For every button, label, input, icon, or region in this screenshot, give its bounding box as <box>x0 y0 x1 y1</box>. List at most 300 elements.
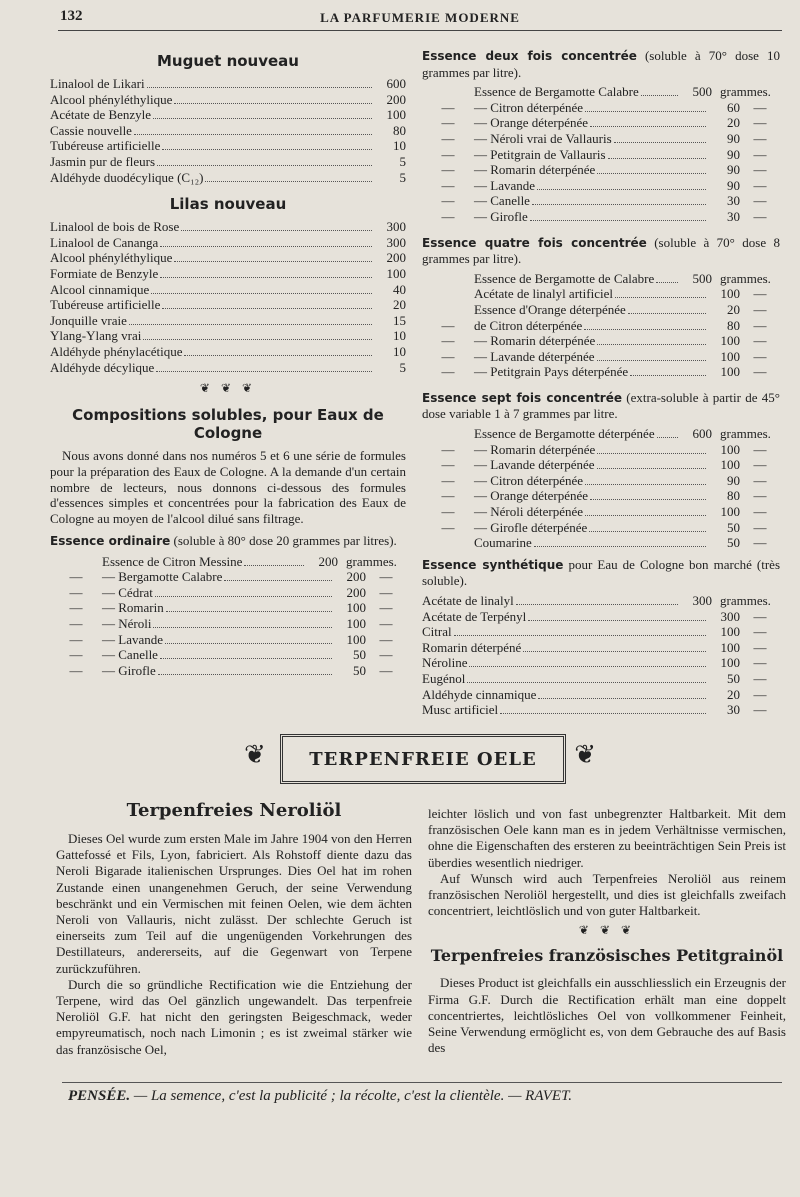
quatre-desc: (soluble à 70° dose 8 grammes par litre). <box>422 234 780 267</box>
ingredient-name: Essence de Bergamotte déterpénée <box>474 426 655 442</box>
ingredient-unit: — <box>753 686 767 702</box>
ingredient-name: Linalool de bois de Rose <box>50 219 180 235</box>
ingredient-qty: 200 <box>318 553 338 569</box>
leader-dots <box>469 666 706 667</box>
leader-dots <box>157 165 372 166</box>
leader-dots <box>589 531 706 532</box>
ingredient-qty: 90 <box>727 472 740 488</box>
ingredient-qty: 40 <box>393 281 406 297</box>
ingredient-qty: 80 <box>727 488 740 504</box>
formula-row <box>422 624 780 640</box>
leader-dots <box>590 126 706 127</box>
formula-row <box>50 123 406 139</box>
footer-text: — La semence, c'est la publicité ; la récolte, c'est la clientèle. — <box>130 1088 526 1104</box>
formula-row <box>50 632 406 648</box>
leader-dots <box>516 604 678 605</box>
leader-dots <box>181 230 372 231</box>
ingredient-qty: 100 <box>720 457 740 473</box>
formula-row <box>422 333 780 349</box>
ingredient-unit: — <box>753 441 767 457</box>
neroli-title: Terpenfreies Neroliöl <box>126 800 342 821</box>
formula-row <box>422 640 780 656</box>
leader-dots <box>162 149 372 150</box>
leader-dots <box>205 181 372 182</box>
leader-dots <box>184 355 372 356</box>
ingredient-name: — Girofle déterpénée <box>474 519 588 535</box>
formula-row <box>50 107 406 123</box>
row-prefix: — <box>441 348 455 364</box>
ingredient-qty: 300 <box>386 219 406 235</box>
leader-dots <box>160 277 372 278</box>
ingredient-qty: 200 <box>386 91 406 107</box>
formula-row <box>422 84 780 100</box>
leader-dots <box>165 643 332 644</box>
ingredient-qty: 200 <box>386 250 406 266</box>
ingredient-name: — Néroli déterpénée <box>474 504 584 520</box>
ingredient-qty: 15 <box>393 312 406 328</box>
ingredient-name: Alcool cinnamique <box>50 281 150 297</box>
deux-desc: (soluble à 70° dose 10 grammes par litre). <box>422 48 780 80</box>
ingredient-name: Ylang-Ylang vrai <box>50 328 142 344</box>
sept-formula <box>422 426 780 551</box>
ingredient-name: Néroline <box>422 655 468 671</box>
leader-dots <box>641 95 678 96</box>
ingredient-name: Acétate de Terpényl <box>422 608 527 624</box>
formula-row <box>422 655 780 671</box>
ingredient-name: — Citron déterpénée <box>474 99 584 115</box>
row-prefix: — <box>69 616 83 632</box>
ingredient-unit: — <box>753 535 767 551</box>
row-prefix: — <box>441 457 455 473</box>
ingredient-qty: 100 <box>720 286 740 302</box>
ingredient-name: — Romarin déterpénée <box>474 333 596 349</box>
ingredient-unit: — <box>753 193 767 209</box>
neroli-para-3: leichter löslich und von fast unbegrenzter Haltbarkeit. Mit dem französischen Oele kann man es in jedem Verhältnisse vermischen, ohne die Eigenschaften des ersteren zu beeinträchtigen Sein Preis ist überdies wesentlich niedriger. <box>428 806 786 870</box>
leader-dots <box>467 682 706 683</box>
leader-dots <box>614 142 706 143</box>
ingredient-unit: — <box>753 457 767 473</box>
ingredient-qty: 30 <box>727 702 740 718</box>
ingredient-qty: 200 <box>346 584 366 600</box>
formula-row <box>50 297 406 313</box>
ingredient-name: Alcool phényléthylique <box>50 91 173 107</box>
ingredient-name: Formiate de Benzyle <box>50 265 159 281</box>
ingredient-unit: — <box>753 177 767 193</box>
formula-row <box>50 663 406 679</box>
cologne-intro: Nous avons donné dans nos numéros 5 et 6 une série de formules pour la préparation des Eaux de Cologne. A la demande d'un certain nombre de lecteurs, nous donnons ci-dessous des formules d'essences simples et concentrées pour la fabrication des Eaux de Cologne au moyen de l'alcool dilué sans filtrage. <box>50 448 406 527</box>
german-ornament: ❦ ❦ ❦ <box>578 923 636 938</box>
leader-dots <box>585 111 706 112</box>
ingredient-name: — Lavande <box>102 631 164 647</box>
ingredient-name: Eugénol <box>422 670 466 686</box>
formula-row <box>422 671 780 687</box>
deux-heading <box>422 48 780 80</box>
sept-desc: (extra-soluble à partir de 45° dose variable 1 à 7 grammes par litre. <box>422 389 780 422</box>
ingredient-unit: — <box>753 115 767 131</box>
formula-row <box>422 593 780 609</box>
row-prefix: — <box>69 647 83 663</box>
ingredient-name: — Romarin déterpénée <box>474 162 596 178</box>
ingredient-qty: 20 <box>727 115 740 131</box>
formula-row <box>50 154 406 170</box>
header-rule <box>58 30 782 31</box>
ingredient-unit: — <box>753 639 767 655</box>
leader-dots <box>155 596 332 597</box>
ingredient-qty: 50 <box>353 647 366 663</box>
leader-dots <box>174 103 372 104</box>
leader-dots <box>597 344 706 345</box>
ingredient-qty: 10 <box>393 328 406 344</box>
footer-rule <box>62 1082 782 1083</box>
row-prefix: — <box>441 488 455 504</box>
leader-dots <box>538 698 706 699</box>
leader-dots <box>628 313 706 314</box>
ingredient-qty: 300 <box>692 593 712 608</box>
ingredient-qty: 80 <box>393 122 406 138</box>
ingredient-name: — Citron déterpénée <box>474 472 584 488</box>
neroli-para-4: Auf Wunsch wird auch Terpenfreies Neroliöl aus reinem französischen Neroliöl hergestellt, und dies ist gleichfalls zweifach concentriert, leichtlöslich und von guter Haltbarkeit. <box>428 870 786 919</box>
leader-dots <box>244 565 304 566</box>
ingredient-qty: 100 <box>720 504 740 520</box>
formula-row <box>422 364 780 380</box>
leader-dots <box>597 453 706 454</box>
german-left-column <box>56 800 412 1058</box>
row-prefix: — <box>441 364 455 380</box>
ingredient-qty: 50 <box>727 535 740 551</box>
ingredient-name: Citral <box>422 624 452 640</box>
banner-title: TERPENFREIE OELE <box>309 748 537 770</box>
leader-dots <box>454 635 706 636</box>
muguet-title: Muguet nouveau <box>156 52 299 70</box>
formula-row <box>50 250 406 266</box>
leader-dots <box>156 371 372 372</box>
ingredient-name: Jasmin pur de fleurs <box>50 153 156 169</box>
ingredient-name: — Lavande déterpénée <box>474 348 595 364</box>
ingredient-unit: — <box>379 569 393 585</box>
ordinaire-desc: (soluble à 80° dose 20 grammes par litres). <box>170 533 397 549</box>
ingredient-unit: grammes. <box>720 84 771 100</box>
ingredient-name: Essence de Citron Messine <box>102 553 243 569</box>
ingredient-unit: — <box>753 670 767 686</box>
ingredient-qty: 5 <box>399 153 406 169</box>
leader-dots <box>523 651 706 652</box>
formula-row <box>422 131 780 147</box>
row-prefix: — <box>441 99 455 115</box>
ingredient-unit: — <box>753 130 767 146</box>
ingredient-qty: 100 <box>346 616 366 632</box>
leader-dots <box>158 674 332 675</box>
leader-dots <box>153 627 332 628</box>
row-prefix: — <box>441 441 455 457</box>
ordinaire-heading <box>50 533 406 550</box>
ingredient-name: Romarin déterpéné <box>422 639 522 655</box>
ingredient-unit: — <box>753 472 767 488</box>
ingredient-name: — Orange déterpénée <box>474 488 589 504</box>
ingredient-qty: 500 <box>692 84 712 100</box>
petitgrain-para: Dieses Product ist gleichfalls ein ausschliesslich ein Erzeugnis der Firma G.F. Durch die Rectification erhält man eine doppelt concentriertes, leichtlösliches Oel von vollkommener Feinheit, Seine Verwendung ermöglicht es, von dem Gebrauche des auf Basis des <box>428 975 786 1056</box>
ingredient-qty: 90 <box>727 146 740 162</box>
ingredient-qty: 300 <box>386 234 406 250</box>
formula-row <box>422 100 780 116</box>
leader-dots <box>597 360 706 361</box>
ingredient-qty: 100 <box>386 265 406 281</box>
leader-dots <box>166 611 332 612</box>
formula-row <box>422 271 780 287</box>
ingredient-qty: 100 <box>720 624 740 640</box>
ingredient-qty: 100 <box>720 364 740 380</box>
ingredient-qty: 200 <box>346 569 366 585</box>
formula-row <box>422 442 780 458</box>
formula-row <box>50 360 406 376</box>
ingredient-name: Acétate de linalyl <box>422 593 514 608</box>
row-prefix: — <box>441 519 455 535</box>
ingredient-qty: 100 <box>720 441 740 457</box>
formula-row <box>422 488 780 504</box>
ingredient-qty: 20 <box>727 686 740 702</box>
ingredient-unit: — <box>753 364 767 380</box>
leader-dots <box>656 282 678 283</box>
german-right-column <box>428 806 786 1056</box>
ingredient-qty: 5 <box>399 359 406 375</box>
ingredient-name: — Néroli <box>102 616 152 632</box>
ingredient-unit: grammes. <box>346 553 397 569</box>
ingredient-qty: 90 <box>727 162 740 178</box>
formula-row <box>50 170 406 186</box>
leader-dots <box>597 468 706 469</box>
ingredient-unit: — <box>753 208 767 224</box>
page-header <box>58 6 782 30</box>
ingredient-name: — Petitgrain de Vallauris <box>474 146 606 162</box>
leader-dots <box>537 189 706 190</box>
ingredient-name: Musc artificiel <box>422 702 499 718</box>
ingredient-name: Aldéhyde cinnamique <box>422 686 537 702</box>
leader-dots <box>147 87 372 88</box>
ingredient-unit: — <box>379 631 393 647</box>
footer-quote <box>68 1088 782 1105</box>
leader-dots <box>162 308 372 309</box>
ingredient-name: — Cédrat <box>102 584 153 600</box>
ingredient-name: Aldéhyde décylique <box>50 359 155 375</box>
sept-label: Essence sept fois concentrée <box>422 390 622 405</box>
row-prefix: — <box>69 662 83 678</box>
formula-row <box>50 600 406 616</box>
synth-heading <box>422 557 780 589</box>
row-prefix: — <box>69 569 83 585</box>
formula-row <box>422 162 780 178</box>
formula-row <box>50 344 406 360</box>
formula-row <box>50 616 406 632</box>
quatre-heading <box>422 235 780 267</box>
synth-desc: pour Eau de Cologne bon marché (très soluble). <box>422 556 781 589</box>
ingredient-qty: 100 <box>720 333 740 349</box>
ingredient-unit: grammes. <box>720 270 771 286</box>
left-column <box>50 48 406 678</box>
footer-author: RAVET. <box>525 1088 573 1104</box>
ordinaire-label: Essence ordinaire <box>50 534 171 549</box>
ingredient-unit: — <box>753 504 767 520</box>
formula-row <box>422 609 780 625</box>
formula-row <box>50 554 406 570</box>
ingredient-name: Essence de Bergamotte de Calabre <box>474 270 655 286</box>
row-prefix: — <box>441 193 455 209</box>
petitgrain-title: Terpenfreies französisches Petitgrainöl <box>430 946 784 966</box>
ingredient-name: de Citron déterpénée <box>474 317 583 333</box>
leader-dots <box>615 297 706 298</box>
ingredient-name: Coumarine <box>474 535 532 551</box>
banner-ornament-right-icon: ❦ <box>574 740 596 769</box>
formula-row <box>422 178 780 194</box>
formula-row <box>422 147 780 163</box>
formula-row <box>50 647 406 663</box>
ingredient-name: — Bergamotte Calabre <box>102 569 223 585</box>
formula-row <box>422 504 780 520</box>
ingredient-qty: 5 <box>399 169 406 185</box>
ingredient-unit: — <box>753 519 767 535</box>
ingredient-name: Acétate de linalyl artificiel <box>474 286 613 302</box>
ingredient-unit: — <box>753 655 767 671</box>
ingredient-name: — Lavande déterpénée <box>474 457 595 473</box>
formula-row <box>422 687 780 703</box>
ingredient-name: — Romarin <box>102 600 164 616</box>
ingredient-qty: 10 <box>393 138 406 154</box>
leader-dots <box>597 173 706 174</box>
ingredient-qty: 500 <box>692 270 712 286</box>
leader-dots <box>129 324 372 325</box>
ingredient-unit: — <box>753 146 767 162</box>
ingredient-name: Aldéhyde phénylacétique <box>50 343 183 359</box>
formula-row <box>50 235 406 251</box>
ingredient-unit: — <box>379 600 393 616</box>
ingredient-unit: — <box>379 584 393 600</box>
ingredient-qty: 90 <box>727 177 740 193</box>
banner-ornament-left-icon: ❦ <box>244 740 266 769</box>
leader-dots <box>657 437 678 438</box>
section-ornament: ❦ ❦ ❦ <box>199 381 257 396</box>
formula-row <box>422 520 780 536</box>
ingredient-name: — Canelle <box>102 647 158 663</box>
ingredient-qty: 10 <box>393 343 406 359</box>
deux-formula <box>422 84 780 224</box>
quatre-label: Essence quatre fois concentrée <box>422 235 647 250</box>
formula-row <box>50 585 406 601</box>
ingredient-qty: 600 <box>386 76 406 91</box>
formula-row <box>422 426 780 442</box>
quatre-formula <box>422 271 780 380</box>
ingredient-name: — Romarin déterpénée <box>474 441 596 457</box>
leader-dots <box>630 375 706 376</box>
formula-row <box>422 535 780 551</box>
formula-row <box>50 219 406 235</box>
ingredient-qty: 300 <box>720 608 740 624</box>
formula-row <box>50 313 406 329</box>
formula-row <box>422 473 780 489</box>
leader-dots <box>224 580 332 581</box>
ingredient-unit: — <box>753 301 767 317</box>
ingredient-qty: 100 <box>720 348 740 364</box>
ingredient-name: — Orange déterpénée <box>474 115 589 131</box>
ingredient-name: Jonquille vraie <box>50 312 127 328</box>
leader-dots <box>160 658 332 659</box>
lilas-formula <box>50 219 406 375</box>
deux-label: Essence deux fois concentrée <box>422 49 637 63</box>
footer-label: PENSÉE. <box>68 1088 131 1104</box>
ingredient-unit: — <box>753 333 767 349</box>
ingredient-name: — Girofle <box>474 208 528 224</box>
ingredient-qty: 100 <box>720 655 740 671</box>
ingredient-qty: 100 <box>346 631 366 647</box>
muguet-formula <box>50 76 406 185</box>
row-prefix: — <box>441 177 455 193</box>
row-prefix: — <box>441 146 455 162</box>
ingredient-name: — Lavande <box>474 177 536 193</box>
leader-dots <box>585 515 706 516</box>
banner-box <box>280 734 566 784</box>
ingredient-name: Alcool phényléthylique <box>50 250 173 266</box>
ingredient-name: Cassie nouvelle <box>50 122 132 138</box>
row-prefix: — <box>441 162 455 178</box>
neroli-para-1: Dieses Oel wurde zum ersten Male im Jahre 1904 von den Herren Gattefossé et Fils, Lyon, fabriciert. Als Rohstoff diente dazu das Neroli Bigarade italienischen Ursprunges. Dies Oel hat im rohen Zustande einen unangenehmen Geruch, der seine Verwendung beschränkt und ein Vermischen mit feinen Oelen, wie dem ächten Neroli von Vallauris, nicht zulässt. Der schlechte Geruch ist einerseits zum Teil auf die ungenügenden Vorkehrungen des Destillateurs, andererseits, auf die Gegenwart von Terpene zurückzuführen. <box>56 831 412 976</box>
ingredient-name: Essence d'Orange déterpénée <box>474 301 626 317</box>
running-title: LA PARFUMERIE MODERNE <box>320 10 520 25</box>
ingredient-name: Acétate de Benzyle <box>50 107 152 123</box>
cologne-title: Compositions solubles, pour Eaux de Cologne <box>72 406 384 443</box>
row-prefix: — <box>441 115 455 131</box>
formula-row <box>422 702 780 718</box>
sept-heading <box>422 390 780 422</box>
row-prefix: — <box>69 600 83 616</box>
ingredient-unit: grammes. <box>720 426 771 442</box>
row-prefix: — <box>69 584 83 600</box>
ingredient-unit: — <box>753 348 767 364</box>
leader-dots <box>151 293 372 294</box>
formula-row <box>422 115 780 131</box>
ingredient-qty: 90 <box>727 130 740 146</box>
leader-dots <box>134 134 372 135</box>
formula-row <box>50 282 406 298</box>
formula-row <box>422 457 780 473</box>
ingredient-unit: — <box>753 162 767 178</box>
leader-dots <box>585 484 706 485</box>
right-column <box>422 48 780 718</box>
row-prefix: — <box>441 333 455 349</box>
ingredient-qty: 600 <box>692 426 712 442</box>
formula-row <box>422 302 780 318</box>
formula-row <box>50 76 406 92</box>
ingredient-name: Tubéreuse artificielle <box>50 297 161 313</box>
ingredient-name: Essence de Bergamotte Calabre <box>474 84 639 100</box>
leader-dots <box>500 713 706 714</box>
leader-dots <box>530 220 706 221</box>
formula-row <box>422 193 780 209</box>
ingredient-unit: — <box>379 662 393 678</box>
leader-dots <box>608 158 706 159</box>
leader-dots <box>528 620 706 621</box>
ingredient-unit: — <box>753 702 767 718</box>
ingredient-unit: — <box>379 647 393 663</box>
ingredient-qty: 20 <box>727 301 740 317</box>
row-prefix: — <box>441 208 455 224</box>
ingredient-qty: 80 <box>727 317 740 333</box>
formula-row <box>50 138 406 154</box>
ingredient-unit: grammes. <box>720 593 771 608</box>
ingredient-unit: — <box>753 286 767 302</box>
row-prefix: — <box>441 317 455 333</box>
ingredient-name: — Girofle <box>102 662 156 678</box>
ingredient-name: — Canelle <box>474 193 530 209</box>
ingredient-unit: — <box>753 608 767 624</box>
leader-dots <box>532 204 706 205</box>
synth-formula <box>422 593 780 718</box>
